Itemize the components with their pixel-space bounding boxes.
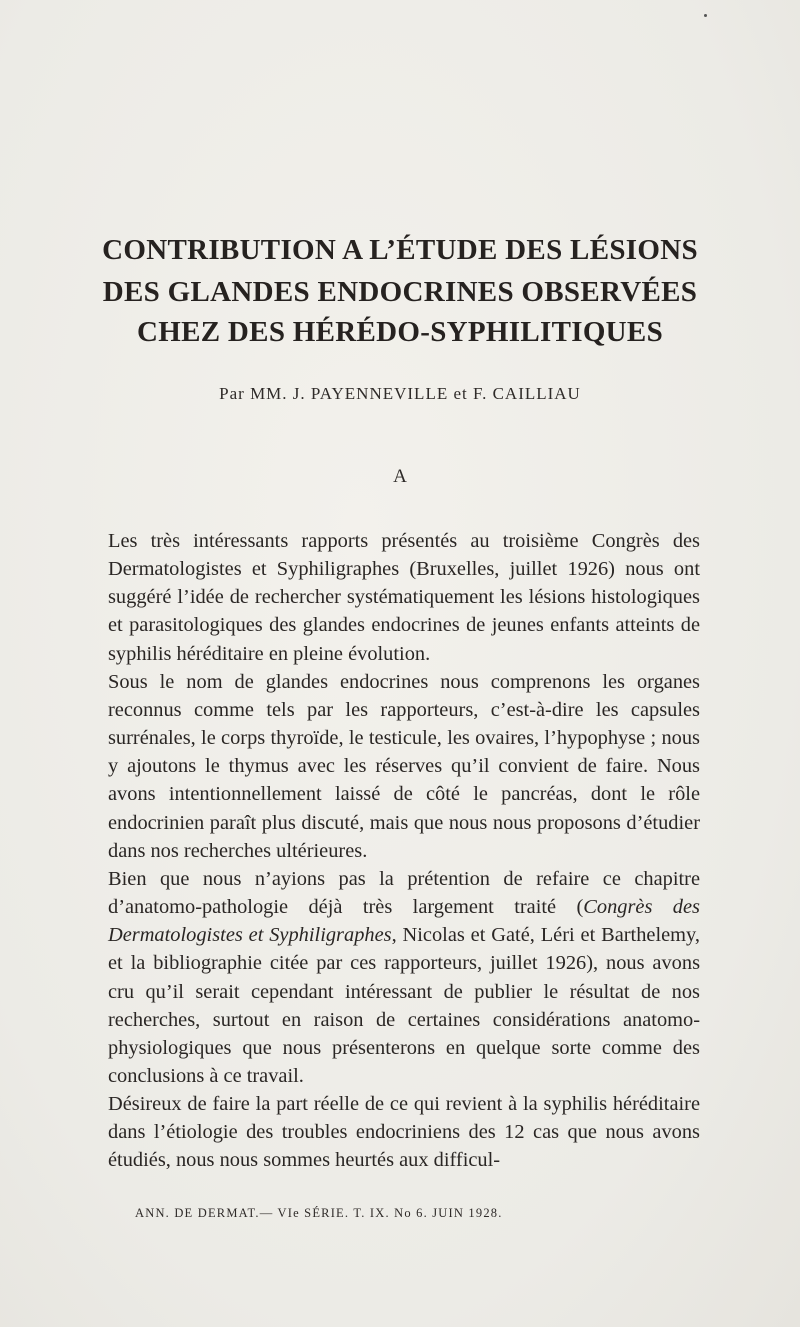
journal-footer: ANN. DE DERMAT.— VIe SÉRIE. T. IX. No 6. JUIN 1928. <box>135 1206 503 1220</box>
ink-speck <box>704 14 707 17</box>
paragraph-3 <box>108 865 700 1090</box>
section-heading: A <box>393 466 407 487</box>
paragraph-3-text-b: , Nicolas et Gaté, Léri et Barthelemy, et la bibliographie citée par ces rapporteurs, juillet 1926), nous avons cru qu’il serait cependant intéressant de publier le résultat de nos recherches, surtout en raison de certaines considérations anatomo-physiologiques que nous présenterons en quelque sorte comme des conclusions à ce travail. <box>108 924 700 1087</box>
article-title-line-3: CHEZ DES HÉRÉDO-SYPHILITIQUES <box>137 316 663 348</box>
paragraph-3-citation: Congrès des Dermatologistes et Syphiligraphes <box>108 896 700 947</box>
paragraph-3-text-a: Bien que nous n’ayions pas la prétention de refaire ce chapitre d’anatomo-pathologie déjà très largement traité ( <box>108 867 700 919</box>
article-title-line-2: DES GLANDES ENDOCRINES OBSERVÉES <box>102 276 698 308</box>
article-body <box>108 527 700 1175</box>
article-title-line-1: CONTRIBUTION A L’ÉTUDE DES LÉSIONS <box>102 234 698 266</box>
paragraph-2: Sous le nom de glandes endocrines nous comprenons les organes reconnus comme tels par les rapporteurs, c’est-à-dire les capsules surrénales, le corps thyroïde, le testicule, les ovaires, l’hypophyse ; nous y ajoutons le thymus avec les réserves qu’il convient de faire. Nous avons intentionnellement laissé de côté le pancréas, dont le rôle endocrinien paraît plus discuté, mais que nous nous proposons d’étudier dans nos recherches ultérieures. <box>108 670 700 862</box>
paragraph-1: Les très intéressants rapports présentés au troisième Congrès des Dermatologistes et Syphiligraphes (Bruxelles, juillet 1926) nous ont suggéré l’idée de rechercher systématiquement les lésions histologiques et parasitologiques des glandes endocrines de jeunes enfants atteints de syphilis héréditaire en pleine évolution. <box>108 530 700 665</box>
article-authors: Par MM. J. PAYENNEVILLE et F. CAILLIAU <box>219 384 581 403</box>
paragraph-4: Désireux de faire la part réelle de ce qui revient à la syphilis héréditaire dans l’étiologie des troubles endocriniens des 12 cas que nous avons étudiés, nous nous sommes heurtés aux difficul- <box>108 1093 700 1172</box>
